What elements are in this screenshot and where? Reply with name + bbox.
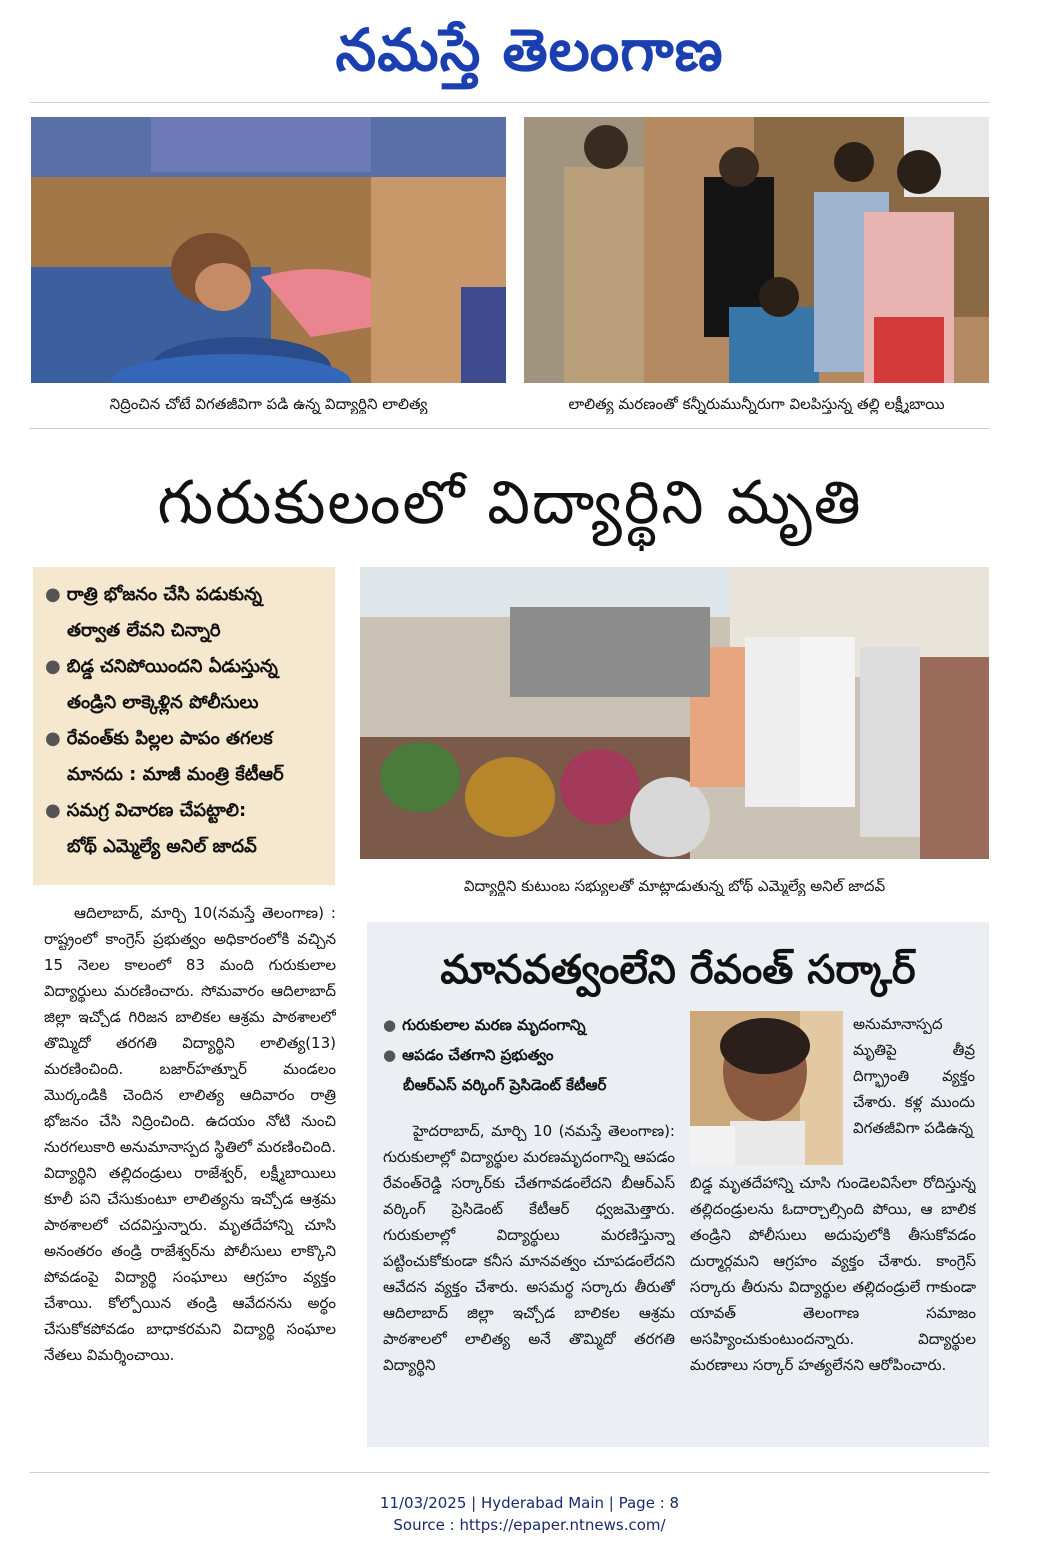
photo-ktr-portrait bbox=[690, 1011, 843, 1165]
second-story-byline: బీఆర్‌ఎస్ వర్కింగ్ ప్రెసిడెంట్ కేటీఆర్ bbox=[403, 1076, 607, 1094]
photo-mother-weeping bbox=[524, 117, 989, 383]
bullet-dot-icon: ● bbox=[45, 728, 61, 749]
highlight-item: ● బిడ్డ చనిపోయిందని ఏడుస్తున్న తండ్రిని లాక్కెళ్లిన పోలీసులు bbox=[45, 656, 278, 713]
second-story-bullet: ● గురుకులాల మరణ మృదంగాన్ని bbox=[383, 1016, 586, 1034]
caption-top-right: లాలిత్య మరణంతో కన్నీరుమున్నీరుగా విలపిస్తున్న తల్లి లక్ష్మీబాయి bbox=[568, 395, 945, 413]
second-story-body-left: హైదరాబాద్, మార్చి 10 (నమస్తే తెలంగాణ): గురుకులాల్లో విద్యార్థుల మరణమృదంగాన్ని ఆపడం రేవంత్‌రెడ్డి సర్కార్‌కు చేతగావడంలేదని బీఆర్‌ఎస్ వర్కింగ్ ప్రెసిడెంట్ కేటీఆర్ ధ్వజమెత్తారు. గురుకులాల్లో విద్యార్థులు మరణిస్తున్నా పట్టించుకోకుండా కనీస మానవత్వం చూపడంలేదని ఆవేదన వ్యక్తం చేశారు. అసమర్థ సర్కారు తీరుతో ఆదిలాబాద్ జిల్లా ఇచ్చోడ బాలికల ఆశ్రమ పాఠశాలలో లాలిత్య అనే తొమ్మిదో తరగతి విద్యార్థిని bbox=[383, 1122, 675, 1374]
highlight-item: ● రేవంత్‌కు పిల్లల పాపం తగలక మానదు : మాజీ మంత్రి కేటీఆర్ bbox=[45, 728, 284, 785]
bullet-dot-icon: ● bbox=[383, 1016, 397, 1034]
second-story-bullets bbox=[383, 1010, 683, 1100]
footer-source-line: Source : https://epaper.ntnews.com/ bbox=[393, 1516, 666, 1534]
bullet-dot-icon: ● bbox=[45, 656, 61, 677]
masthead-title: నమస్తే తెలంగాణ bbox=[335, 16, 724, 84]
captions-divider bbox=[30, 428, 990, 429]
footer-divider bbox=[30, 1472, 990, 1473]
second-story-bullet: ● ఆపడం చేతగాని ప్రభుత్వం bbox=[383, 1046, 554, 1064]
masthead-divider bbox=[30, 102, 990, 103]
second-story-body-right-top: అనుమానాస్పద మృతిపై తీవ్ర దిగ్భ్రాంతి వ్యక్తం చేశారు. కళ్ల ముందు విగతజీవిగా పడిఉన్న bbox=[853, 1015, 975, 1137]
second-story-headline: మానవత్వంలేని రేవంత్ సర్కార్ bbox=[440, 947, 916, 993]
main-headline: గురుకులంలో విద్యార్థిని మృతి bbox=[157, 468, 863, 538]
highlight-item: ● సమగ్ర విచారణ చేపట్టాలి: బోథ్ ఎమ్మెల్యే అనిల్ జాదవ్ bbox=[45, 800, 257, 857]
main-story-body: ఆదిలాబాద్, మార్చి 10(నమస్తే తెలంగాణ) : రాష్ట్రంలో కాంగ్రెస్ ప్రభుత్వం అధికారంలోకి వచ్చిన 15 నెలల కాలంలో 83 మంది గురుకులాల విద్యార్థులు మరణించారు. సోమవారం ఆదిలాబాద్ జిల్లా ఇచ్చోడ గిరిజన బాలికల ఆశ్రమ పాఠశాలలో తొమ్మిదో తరగతి విద్యార్థిని లాలిత్య(13) మరణించింది. బజార్‌హత్నూర్ మండలం మొర్కండికి చెందిన లాలిత్య ఆదివారం రాత్రి భోజనం చేసి నిద్రించింది. ఉదయం నోటి నుంచి నురగలుకారి అనుమానాస్పద స్థితిలో మరణించింది. విద్యార్థిని తల్లిదండ్రులు రాజేశ్వర్, లక్ష్మీబాయిలు కూలీ పని చేసుకుంటూ లాలిత్యను ఇచ్చోడ ఆశ్రమ పాఠశాలలో చదవిస్తున్నారు. మృతదేహాన్ని చూసి అనంతరం తండ్రి రాజేశ్వర్‌ను పోలీసులు లాక్కొని పోవడంపై విద్యార్థి సంఘాలు ఆగ్రహం వ్యక్తం చేశాయి. కోల్పోయిన తండ్రి ఆవేదనను అర్థం చేసుకోకపోవడం బాధాకరమని విద్యార్థి సంఘాల నేతలు విమర్శించాయి. bbox=[44, 904, 336, 1364]
bullet-dot-icon: ● bbox=[45, 800, 61, 821]
photo-student-lying bbox=[31, 117, 506, 383]
highlights-box bbox=[33, 567, 335, 885]
second-story-body-right-bottom: బిడ్డ మృతదేహాన్ని చూసి గుండెలవిసేలా రోదిస్తున్న తల్లిదండ్రులను ఓదార్చాల్సింది పోయి, ఆ బాలిక తండ్రిని పోలీసులు అదుపులోకి తీసుకోవడం దుర్మార్గమని ఆగ్రహం వ్యక్తం చేశారు. కాంగ్రెస్ సర్కారు తీరును విద్యార్థుల తల్లిదండ్రులే గాకుండా యావత్ తెలంగాణ సమాజం అసహ్యించుకుంటుందన్నారు. విద్యార్థుల మరణాలు సర్కార్ హత్యలేనని ఆరోపించారు. bbox=[690, 1174, 976, 1374]
highlight-item: ● రాత్రి భోజనం చేసి పడుకున్న తర్వాత లేవని చిన్నారి bbox=[45, 584, 262, 641]
caption-top-left: నిద్రించిన చోటే విగతజీవిగా పడి ఉన్న విద్యార్థిని లాలిత్య bbox=[109, 395, 428, 413]
caption-middle: విద్యార్థిని కుటుంబ సభ్యులతో మాట్లాడుతున్న బోథ్ ఎమ్మెల్యే అనిల్ జాదవ్ bbox=[463, 877, 886, 895]
footer-edition-line: 11/03/2025 | Hyderabad Main | Page : 8 bbox=[379, 1494, 680, 1512]
bullet-dot-icon: ● bbox=[45, 584, 61, 605]
bullet-dot-icon: ● bbox=[383, 1046, 397, 1064]
photo-mla-with-family bbox=[360, 567, 989, 859]
